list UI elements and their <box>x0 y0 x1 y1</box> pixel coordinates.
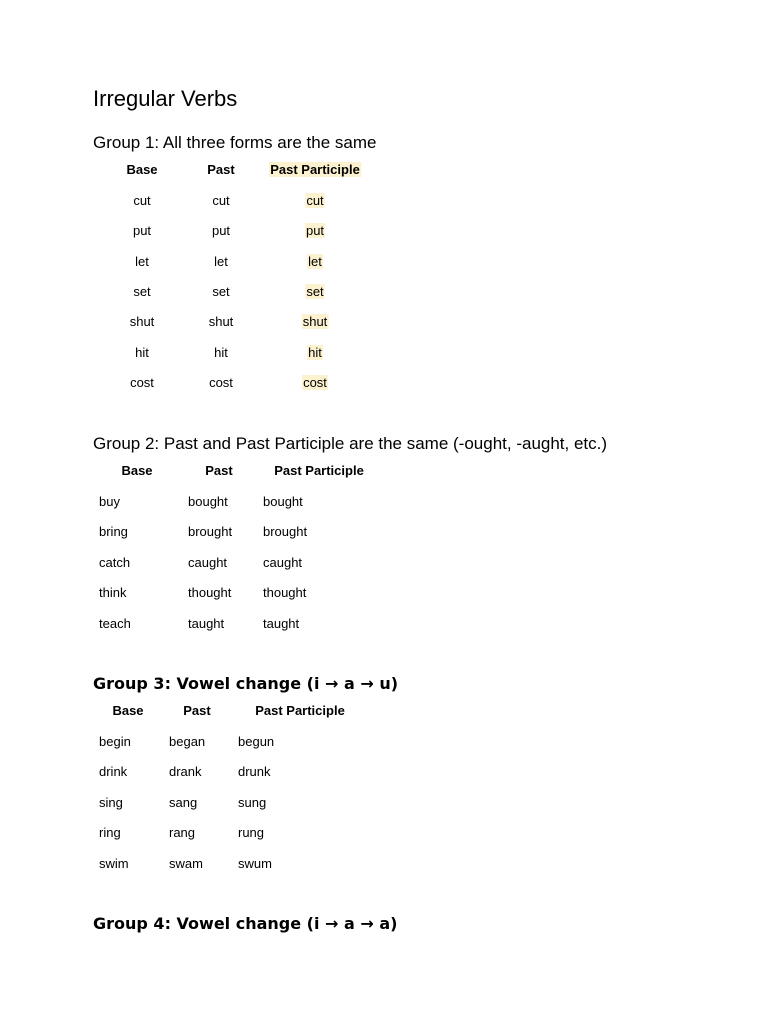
group3-table-cell: ring <box>99 825 121 841</box>
group1-table-cell: cut <box>212 193 230 208</box>
group3-table-cell: begun <box>238 734 275 749</box>
group1-table-cell: cost <box>130 374 154 390</box>
group2-column-header: Past <box>205 463 233 478</box>
group1-table-cell: hit <box>214 344 228 360</box>
group2-table-cell: caught <box>263 554 303 570</box>
group1-table-cell: shut <box>208 314 234 330</box>
group1-table-cell: hit <box>135 344 149 360</box>
group1-table-cell: let <box>135 253 149 269</box>
group2-table-cell: bought <box>263 494 303 509</box>
group3-table-cell: sang <box>169 794 198 810</box>
group2-table-cell: caught <box>188 554 228 570</box>
group2-table-cell: buy <box>99 494 120 509</box>
group3-table-cell: rung <box>238 825 265 841</box>
group3-table-cell: begin <box>99 734 131 749</box>
group1-table-cell: shut <box>302 314 328 330</box>
group3-heading: Group 3: Vowel change (i → a → u) <box>93 674 399 693</box>
group2-table-cell: thought <box>188 585 232 601</box>
group1-table-cell: cut <box>306 193 324 208</box>
group2-table-cell: bought <box>188 494 228 509</box>
group1-table-cell: let <box>308 253 322 269</box>
group2-column-header: Base <box>121 463 153 478</box>
group3-table-cell: sing <box>99 794 123 810</box>
group1-table-cell: put <box>132 223 152 239</box>
group1-table-cell: cost <box>303 374 327 390</box>
group2-table-cell: taught <box>263 615 300 631</box>
group2-table-cell: bring <box>99 524 128 540</box>
group3-column-header: Past Participle <box>255 703 345 718</box>
group3-table-cell: swum <box>238 855 272 871</box>
group3-table-cell: drunk <box>238 764 271 780</box>
group2-table-cell: taught <box>188 615 225 631</box>
group2-table-cell: brought <box>263 524 308 540</box>
group2-column-header: Past Participle <box>274 463 364 478</box>
group2-table-cell: thought <box>263 585 307 601</box>
group1-table-cell: cut <box>133 193 151 208</box>
group2-table-cell: catch <box>99 554 131 570</box>
group1-table-cell: let <box>214 253 228 269</box>
group1-column-header: Past Participle <box>270 162 360 177</box>
group1-heading: Group 1: All three forms are the same <box>93 133 377 152</box>
group1-table-cell: set <box>306 283 324 299</box>
group2-table-cell: teach <box>99 615 131 631</box>
group2-table-cell: brought <box>188 524 233 540</box>
group1-table-cell: set <box>212 283 230 299</box>
group3-table-cell: drink <box>99 764 128 780</box>
group1-column-header: Base <box>126 162 158 177</box>
group1-table-cell: hit <box>308 344 322 360</box>
group1-column-header: Past <box>207 162 235 177</box>
page-title: Irregular Verbs <box>93 86 238 111</box>
group3-column-header: Past <box>183 703 211 718</box>
group2-table-cell: think <box>99 585 127 601</box>
group3-table-cell: sung <box>238 794 267 810</box>
group1-table-cell: cost <box>209 374 233 390</box>
group3-table-cell: swam <box>169 855 203 871</box>
group2-heading: Group 2: Past and Past Participle are the same (-ought, -aught, etc.) <box>93 434 608 453</box>
group4-heading: Group 4: Vowel change (i → a → a) <box>93 914 398 933</box>
group1-table-cell: shut <box>129 314 155 330</box>
group1-table-cell: put <box>211 223 231 239</box>
group3-table-cell: began <box>169 734 206 749</box>
group3-table-cell: drank <box>169 764 202 780</box>
group3-column-header: Base <box>112 703 144 718</box>
group3-table-cell: rang <box>169 825 196 841</box>
group1-table-cell: put <box>305 223 325 239</box>
group1-table-cell: set <box>133 283 151 299</box>
group3-table-cell: swim <box>99 855 129 871</box>
